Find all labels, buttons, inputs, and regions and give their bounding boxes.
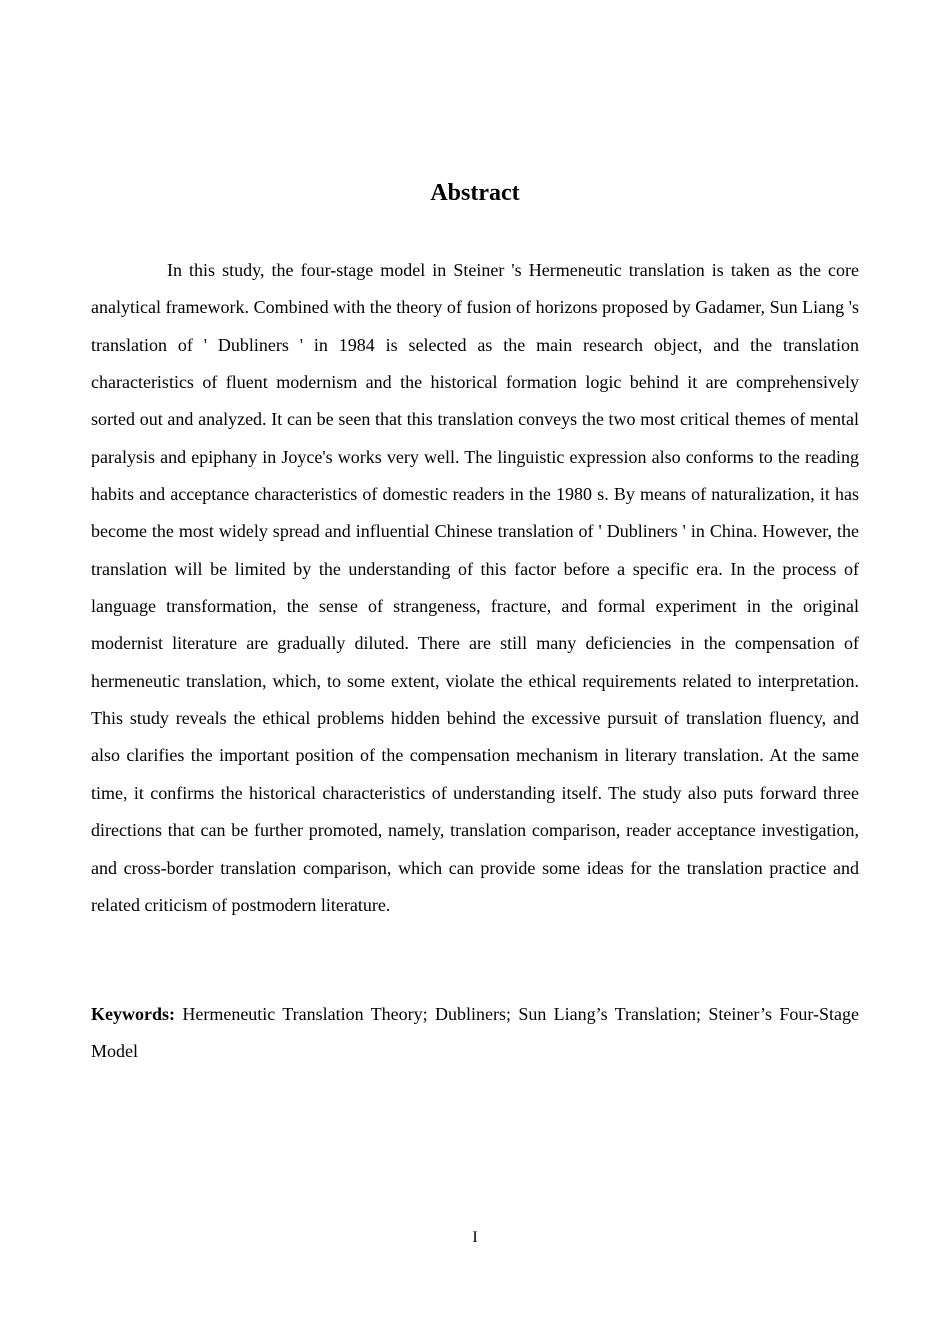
keywords-line bbox=[91, 996, 859, 1071]
keywords-label: Keywords: bbox=[91, 1004, 175, 1024]
abstract-paragraph: In this study, the four-stage model in Steiner 's Hermeneutic translation is taken as the core analytical framework. Combined with the theory of fusion of horizons proposed by Gadamer, Sun Liang 's translation of ' Dubliners ' in 1984 is selected as the main research object, and the translation characteristics of fluent modernism and the historical formation logic behind it are comprehensively sorted out and analyzed. It can be seen that this translation conveys the two most critical themes of mental paralysis and epiphany in Joyce's works very well. The linguistic expression also conforms to the reading habits and acceptance characteristics of domestic readers in the 1980 s. By means of naturalization, it has become the most widely spread and influential Chinese translation of ' Dubliners ' in China. However, the translation will be limited by the understanding of this factor before a specific era. In the process of language transformation, the sense of strangeness, fracture, and formal experiment in the original modernist literature are gradually diluted. There are still many deficiencies in the compensation of hermeneutic translation, which, to some extent, violate the ethical requirements related to interpretation. This study reveals the ethical problems hidden behind the excessive pursuit of translation fluency, and also clarifies the important position of the compensation mechanism in literary translation. At the same time, it confirms the historical characteristics of understanding itself. The study also puts forward three directions that can be further promoted, namely, translation comparison, reader acceptance investigation, and cross-border translation comparison, which can provide some ideas for the translation practice and related criticism of postmodern literature. bbox=[91, 260, 859, 915]
abstract-title: Abstract bbox=[430, 180, 520, 206]
keywords-text: Hermeneutic Translation Theory; Dubliners; Sun Liang’s Translation; Steiner’s Four-Stage Model bbox=[91, 1004, 859, 1062]
page-number: I bbox=[472, 1229, 478, 1246]
